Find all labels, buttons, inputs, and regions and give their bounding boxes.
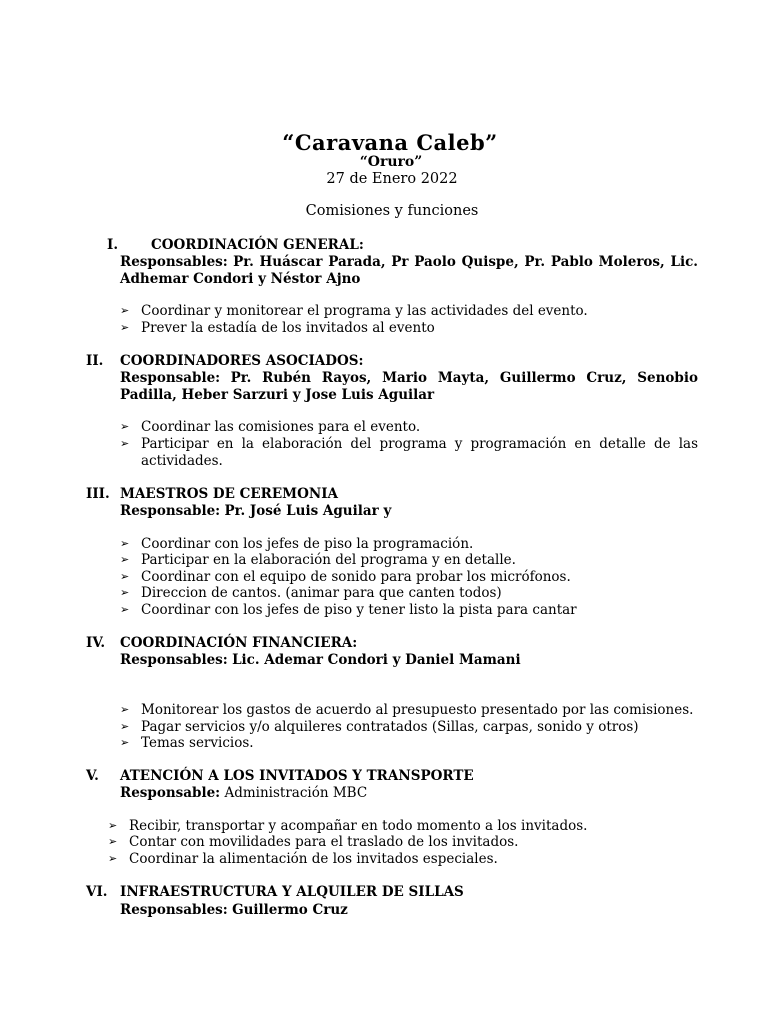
section-responsables: [120, 503, 698, 520]
list-item: Coordinar y monitorear el programa y las actividades del evento.: [141, 303, 588, 319]
list-item: Pagar servicios y/o alquileres contratados (Sillas, carpas, sonido y otros): [141, 719, 639, 735]
section-responsables: [120, 785, 698, 802]
section-title: COORDINADORES ASOCIADOS:: [120, 353, 364, 369]
section-title: COORDINACIÓN GENERAL:: [151, 237, 364, 253]
responsables-names: Guillermo Cruz: [232, 902, 348, 918]
responsables-label: Responsable:: [120, 370, 221, 386]
arrow-bullet-icon: ➢: [120, 437, 130, 450]
section-number: V.: [86, 768, 99, 784]
arrow-bullet-icon: ➢: [120, 603, 130, 616]
document-title: “Caravana Caleb”: [282, 130, 498, 155]
arrow-bullet-icon: ➢: [108, 819, 118, 832]
list-item: Coordinar con el equipo de sonido para probar los micrófonos.: [141, 569, 571, 585]
section-number: IV.: [86, 635, 106, 651]
list-item: Participar en la elaboración del programa y en detalle.: [141, 552, 516, 568]
responsables-label: Responsable:: [120, 785, 221, 801]
arrow-bullet-icon: ➢: [120, 736, 130, 749]
document-heading: Comisiones y funciones: [305, 203, 479, 219]
section-number: II.: [86, 353, 104, 369]
responsables-label: Responsables:: [120, 652, 228, 668]
section-title: COORDINACIÓN FINANCIERA:: [120, 635, 358, 651]
section-title: ATENCIÓN A LOS INVITADOS Y TRANSPORTE: [120, 768, 474, 784]
arrow-bullet-icon: ➢: [120, 420, 130, 433]
list-item: Monitorear los gastos de acuerdo al presupuesto presentado por las comisiones.: [141, 702, 694, 718]
arrow-bullet-icon: ➢: [120, 720, 130, 733]
document-date: 27 de Enero 2022: [326, 171, 458, 187]
arrow-bullet-icon: ➢: [120, 703, 130, 716]
section-responsables: [120, 254, 698, 287]
section-responsables: [120, 902, 698, 919]
list-item: Coordinar las comisiones para el evento.: [141, 419, 421, 435]
arrow-bullet-icon: ➢: [108, 852, 118, 865]
list-item: Coordinar la alimentación de los invitados especiales.: [129, 851, 498, 867]
list-item: Prever la estadía de los invitados al evento: [141, 320, 435, 336]
arrow-bullet-icon: ➢: [120, 586, 130, 599]
arrow-bullet-icon: ➢: [120, 321, 130, 334]
section-responsables: [120, 652, 698, 669]
section-responsables: [120, 370, 698, 403]
arrow-bullet-icon: ➢: [108, 835, 118, 848]
list-item: Recibir, transportar y acompañar en todo momento a los invitados.: [129, 818, 588, 834]
responsables-label: Responsable:: [120, 503, 221, 519]
arrow-bullet-icon: ➢: [120, 537, 130, 550]
list-item: Temas servicios.: [141, 735, 254, 751]
responsables-label: Responsables:: [120, 902, 228, 918]
arrow-bullet-icon: ➢: [120, 570, 130, 583]
list-item: Coordinar con los jefes de piso la programación.: [141, 536, 474, 552]
section-number: I.: [107, 237, 119, 253]
section-title: MAESTROS DE CEREMONIA: [120, 486, 339, 502]
arrow-bullet-icon: ➢: [120, 304, 130, 317]
document-subtitle: “Oruro”: [359, 154, 423, 170]
list-item: Coordinar con los jefes de piso y tener listo la pista para cantar: [141, 602, 577, 618]
responsables-names: Lic. Ademar Condori y Daniel Mamani: [232, 652, 521, 668]
responsables-names: Pr. José Luis Aguilar y: [224, 503, 392, 519]
responsables-label: Responsables:: [120, 254, 228, 270]
section-number: III.: [86, 486, 110, 502]
responsables-names: Pr. Huáscar Parada, Pr Paolo Quispe, Pr. Pablo Moleros, Lic. Adhemar Condori y Néstor Ajno: [120, 254, 698, 287]
responsables-names: Administración MBC: [224, 785, 368, 801]
section-number: VI.: [86, 884, 108, 900]
list-item: Direccion de cantos. (animar para que canten todos): [141, 585, 502, 601]
section-title: INFRAESTRUCTURA Y ALQUILER DE SILLAS: [120, 884, 464, 900]
list-item: Contar con movilidades para el traslado de los invitados.: [129, 834, 519, 850]
responsables-names: Pr. Rubén Rayos, Mario Mayta, Guillermo Cruz, Senobio Padilla, Heber Sarzuri y Jose Luis Aguilar: [120, 370, 698, 403]
list-item: Participar en la elaboración del programa y programación en detalle de las actividades.: [141, 436, 698, 469]
arrow-bullet-icon: ➢: [120, 553, 130, 566]
